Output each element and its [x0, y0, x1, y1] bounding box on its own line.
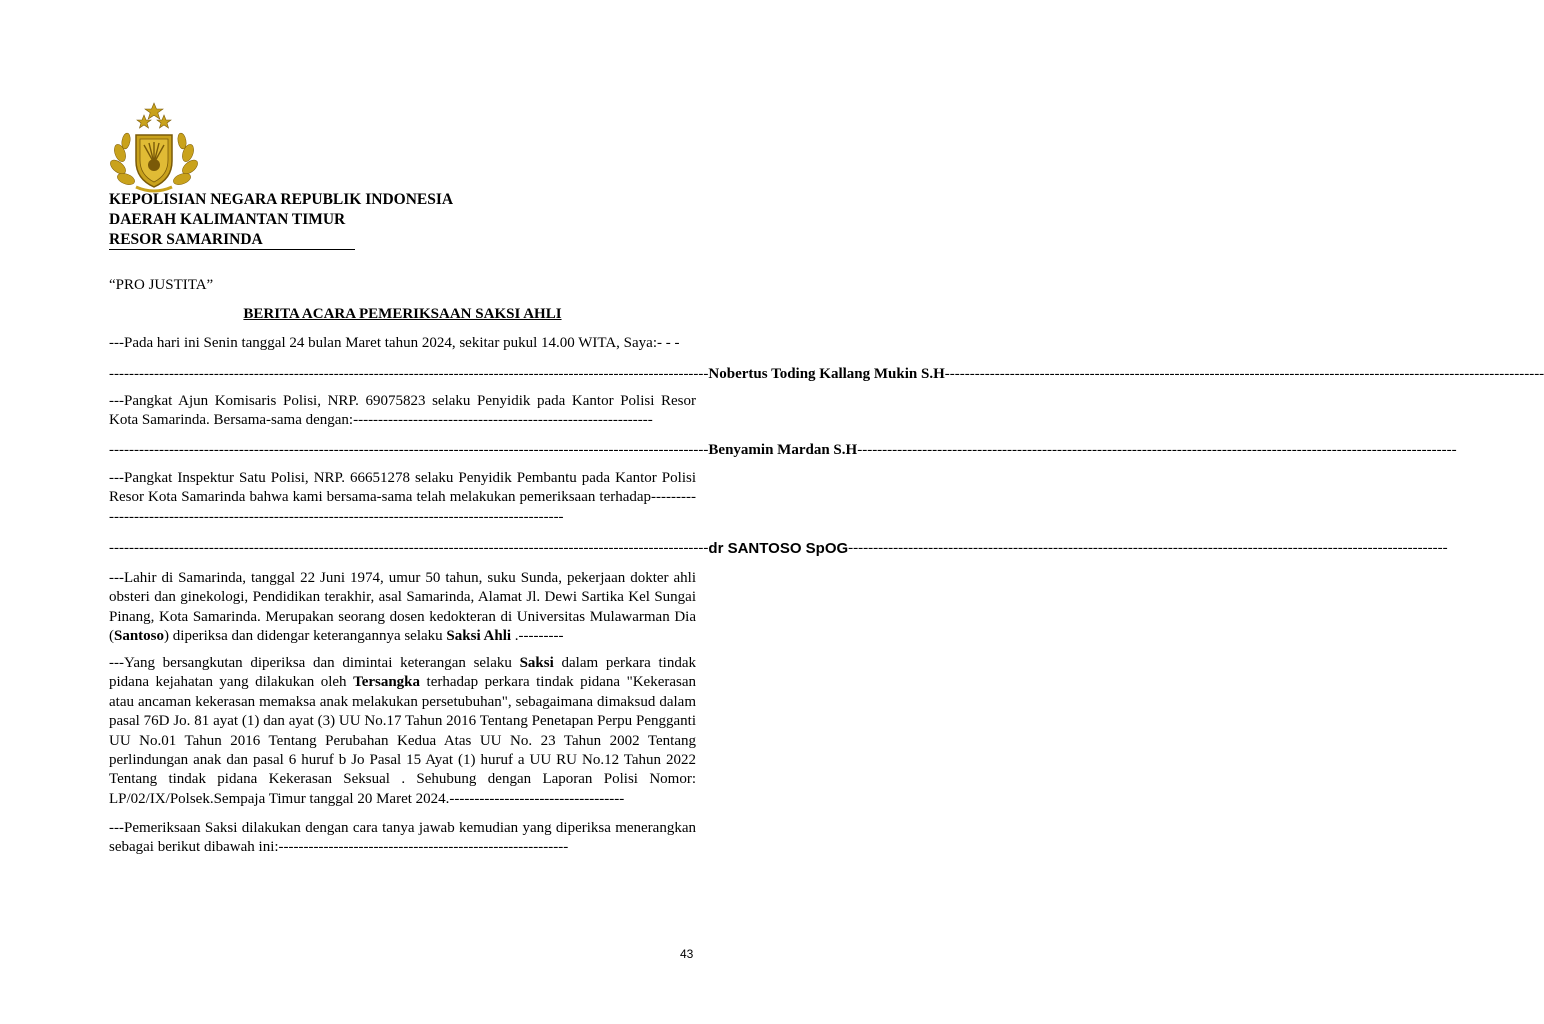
- police-emblem-logo: [106, 101, 202, 197]
- witness-bio-name: Santoso: [114, 628, 165, 645]
- page-number: 43: [680, 947, 694, 961]
- witness-bio-mid: ) diperiksa dan didengar keterangannya selaku: [164, 628, 447, 645]
- case-bold-witness: Saksi: [519, 655, 554, 671]
- witness-bio-paragraph: [109, 569, 696, 647]
- investigator-2-name: Benyamin Mardan S.H: [708, 441, 858, 458]
- document-header: [109, 190, 453, 250]
- document-title: BERITA ACARA PEMERIKSAAN SAKSI AHLI: [243, 306, 562, 322]
- witness-line: [109, 538, 1448, 558]
- investigator-1-detail: ---Pangkat Ajun Komisaris Polisi, NRP. 69075823 selaku Penyidik pada Kantor Polisi Resor Kota Samarinda. Bersama-sama dengan:------------------------------------------------------------: [109, 393, 696, 429]
- investigator-2-line: [109, 440, 1457, 460]
- case-paragraph: [109, 654, 696, 809]
- case-text-2: dalam perkara tindak pidana kejahatan yang dilakukan oleh: [109, 655, 696, 691]
- header-line-resort: RESOR SAMARINDA: [109, 231, 263, 248]
- pro-justita-label: “PRO JUSTITA”: [109, 277, 214, 293]
- investigator-1-line: [109, 364, 1544, 384]
- header-divider: [109, 249, 355, 250]
- investigator-2-detail: ---Pangkat Inspektur Satu Polisi, NRP. 66651278 selaku Penyidik Pembantu pada Kantor Polisi Resor Kota Samarinda bahwa kami bersama-sama telah melakukan pemeriksaan terhadap----------------------------------------------------------------------------------------------------: [109, 470, 696, 525]
- witness-name: dr SANTOSO SpOG: [708, 539, 849, 557]
- closing-paragraph: ---Pemeriksaan Saksi dilakukan dengan cara tanya jawab kemudian yang diperiksa menerangkan sebagai berikut dibawah ini:----------------------------------------------------------: [109, 820, 696, 856]
- witness-bio-end: .---------: [511, 628, 564, 645]
- dash-fill-left: ------------------------------------------------------------------------------------------------------------------------: [109, 441, 709, 458]
- dash-fill-left: ------------------------------------------------------------------------------------------------------------------------: [109, 365, 709, 382]
- header-line-region: DAERAH KALIMANTAN TIMUR: [109, 211, 346, 228]
- witness-bio-role: Saksi Ahli: [446, 628, 512, 645]
- case-text-3: terhadap perkara tindak pidana "Kekerasan atau ancaman kekerasan memaksa anak melakukan persetubuhan", sebagaimana dimaksud dalam pasal 76D Jo. 81 ayat (1) dan ayat (3) UU No.17 Tahun 2016 Tentang Penetapan Perpu Pengganti UU No.01 Tahun 2016 Tentang Perubahan Kedua Atas UU No. 23 Tahun 2002 Tentang perlindungan anak dan pasal 6 huruf b Jo Pasal 15 Ayat (1) huruf a UU RU No.12 Tahun 2022 Tentang tindak pidana Kekerasan Seksual . Sehubung dengan Laporan Polisi Nomor: LP/02/IX/Polsek.Sempaja Timur tanggal 20 Maret 2024.-----------------------------------: [109, 674, 696, 807]
- dash-fill-right: ------------------------------------------------------------------------------------------------------------------------: [944, 365, 1544, 382]
- case-text-1: ---Yang bersangkutan diperiksa dan dimintai keterangan selaku: [109, 655, 520, 671]
- witness-bio-text: ---Lahir di Samarinda, tanggal 22 Juni 1974, umur 50 tahun, suku Sunda, pekerjaan dokter ahli obsteri dan ginekologi, Pendidikan terakhir, asal Samarinda, Alamat Jl. Dewi Sartika Kel Sungai Pinang, Kota Samarinda. Merupakan seorang dosen kedokteran di Universitas Mulawarman Dia (: [109, 570, 696, 645]
- dash-fill-left: ------------------------------------------------------------------------------------------------------------------------: [109, 539, 709, 556]
- header-line-institution: KEPOLISIAN NEGARA REPUBLIK INDONESIA: [109, 191, 454, 208]
- investigator-1-name: Nobertus Toding Kallang Mukin S.H: [708, 365, 945, 382]
- dash-fill-right: ------------------------------------------------------------------------------------------------------------------------: [857, 441, 1457, 458]
- opening-paragraph: ---Pada hari ini Senin tanggal 24 bulan Maret tahun 2024, sekitar pukul 14.00 WITA, Saya:- - -: [109, 335, 680, 351]
- dash-fill-right: ------------------------------------------------------------------------------------------------------------------------: [848, 539, 1448, 556]
- case-bold-suspect: Tersangka: [353, 674, 421, 691]
